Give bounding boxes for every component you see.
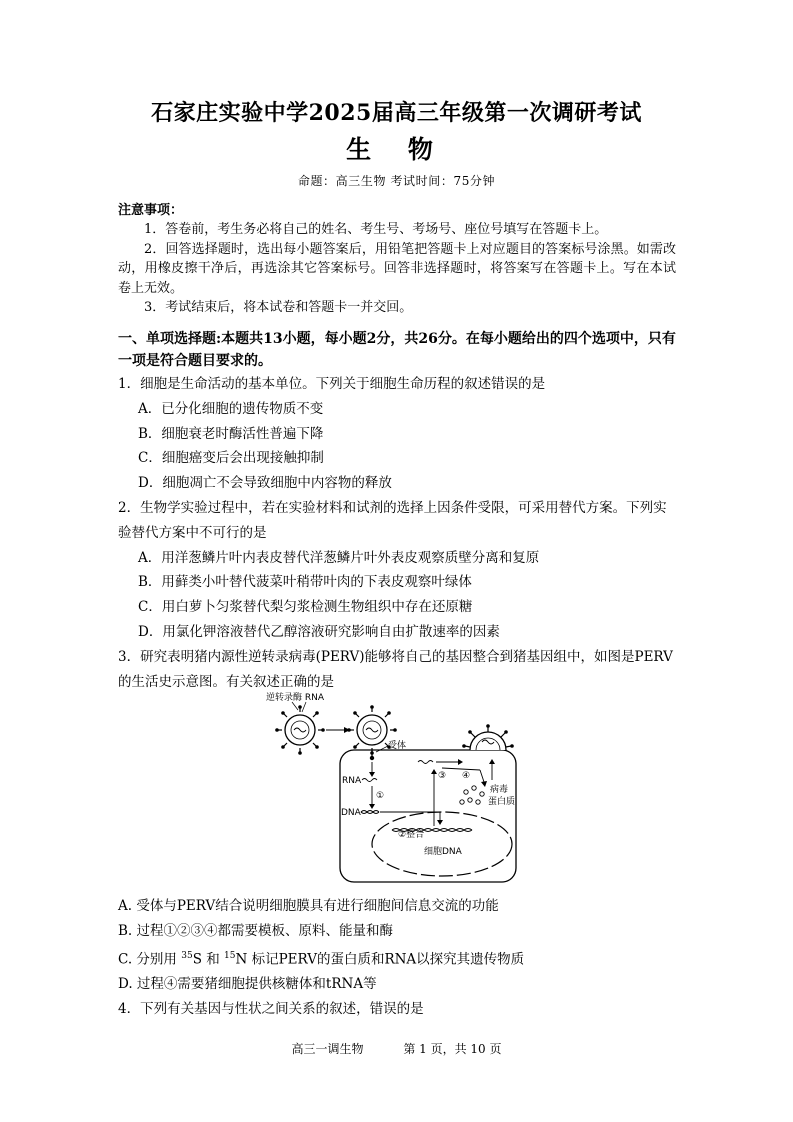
option-c-text-3: N 标记PERV的蛋白质和RNA以探究其遗传物质 <box>235 951 525 968</box>
question-3-option-d: D. 过程④需要猪细胞提供核糖体和tRNA等 <box>118 976 377 993</box>
question-2-option-c: C．用白萝卜匀浆替代梨匀浆检测生物组织中存在还原糖 <box>138 599 473 616</box>
arrow-head <box>369 772 375 777</box>
note-item: 2．回答选择题时，选出每小题答案后，用铅笔把答题卡上对应题目的答案标号涂黑。如需改动，用橡皮擦干净后，再选涂其它答案标号。回答非选择题时，将答案写在答题卡上。写在本试卷上无效。 <box>118 241 676 296</box>
question-4-stem: 4．下列有关基因与性状之间关系的叙述，错误的是 <box>118 1001 424 1018</box>
page-footer <box>0 1040 793 1057</box>
arrow-head <box>458 759 463 765</box>
rna-strand-icon <box>418 761 433 764</box>
question-3-option-a: A. 受体与PERV结合说明细胞膜具有进行细胞间信息交流的功能 <box>118 898 499 915</box>
option-c-text-2: S 和 <box>192 951 225 968</box>
label-step4: ④ <box>462 771 471 781</box>
note-item: 3．考试结束后，将本试卷和答题卡一并交回。 <box>144 300 413 315</box>
label-rna: RNA <box>342 776 362 786</box>
perv-diagram-svg <box>262 688 524 888</box>
label-dna: DNA <box>341 808 361 818</box>
virus-protein-icon <box>460 786 484 804</box>
arrow-head <box>431 769 437 774</box>
arrow-line <box>442 768 480 770</box>
arrow-head <box>489 759 495 764</box>
section-heading: 一、单项选择题:本题共13小题，每小题2分，共26分。在每小题给出的四个选项中，只有一项是符合题目要求的。 <box>118 331 676 369</box>
virus-particle-icon <box>275 705 325 755</box>
label-enzyme-rna: 逆转录酶 RNA <box>266 693 325 703</box>
label-cell-dna: 细胞DNA <box>424 847 462 857</box>
question-3-option-c <box>118 944 678 972</box>
question-2-stem: 2．生物学实验过程中，若在实验材料和试剂的选择上因条件受限，可采用替代方案。下列实验替代方案中不可行的是 <box>118 499 667 541</box>
exam-title: 石家庄实验中学2025届高三年级第一次调研考试 <box>151 100 642 126</box>
pointer-line <box>376 746 388 752</box>
arrow-head <box>369 804 375 809</box>
cell-membrane <box>340 750 516 882</box>
footer-course: 高三一调生物 <box>291 1042 364 1056</box>
note-item: 1．答卷前，考生务必将自己的姓名、考生号、考场号、座位号填写在答题卡上。 <box>144 222 608 237</box>
label-virus-protein-line1: 病毒 <box>490 785 509 795</box>
label-step1: ① <box>376 791 385 801</box>
receptor-dot <box>370 756 374 760</box>
notes-title: 注意事项： <box>118 203 184 218</box>
footer-page-number: 第 1 页，共 10 页 <box>403 1042 502 1056</box>
isotope-n-mass: 15 <box>224 950 236 961</box>
pointer-line <box>292 702 298 710</box>
isotope-s-mass: 35 <box>181 950 193 961</box>
question-1-option-d: D．细胞凋亡不会导致细胞中内容物的释放 <box>138 475 392 492</box>
question-2-option-d: D．用氯化钾溶液替代乙醇溶液研究影响自由扩散速率的因素 <box>138 623 500 640</box>
question-3-stem: 3．研究表明猪内源性逆转录病毒(PERV)能够将自己的基因整合到猪基因组中，如图是PERV的生活史示意图。有关叙述正确的是 <box>118 648 673 690</box>
question-1-option-a: A．已分化细胞的遗传物质不变 <box>138 400 324 417</box>
exam-info: 命题：高三生物 考试时间：75分钟 <box>297 174 496 188</box>
option-c-text-1: C. 分别用 <box>118 951 182 968</box>
exam-subject: 生 物 <box>346 135 447 164</box>
question-3-option-b: B. 过程①②③④都需要模板、原料、能量和酶 <box>118 923 394 940</box>
pointer-line <box>302 702 306 712</box>
question-1-option-c: C．细胞癌变后会出现接触抑制 <box>138 450 324 467</box>
rna-strand-icon <box>362 779 377 782</box>
question-1-option-b: B．细胞衰老时酶活性普遍下降 <box>138 425 324 442</box>
question-2-option-b: B．用藓类小叶替代菠菜叶稍带叶肉的下表皮观察叶绿体 <box>138 574 472 591</box>
perv-lifecycle-diagram <box>262 688 524 888</box>
question-2-option-a: A．用洋葱鳞片叶内表皮替代洋葱鳞片叶外表皮观察质壁分离和复原 <box>138 549 540 566</box>
label-receptor: 受体 <box>388 741 407 751</box>
label-virus-protein-line2: 蛋白质 <box>488 797 516 807</box>
arrow-head <box>481 781 487 787</box>
virus-budding-icon <box>462 724 514 750</box>
arrow-head <box>437 820 443 825</box>
question-1-stem: 1．细胞是生命活动的基本单位。下列关于细胞生命历程的叙述错误的是 <box>118 376 546 392</box>
label-step3: ③ <box>438 771 447 781</box>
notes-list <box>118 220 676 318</box>
label-step2-integration: ②整合 <box>398 830 425 840</box>
arrow-line <box>480 770 484 782</box>
